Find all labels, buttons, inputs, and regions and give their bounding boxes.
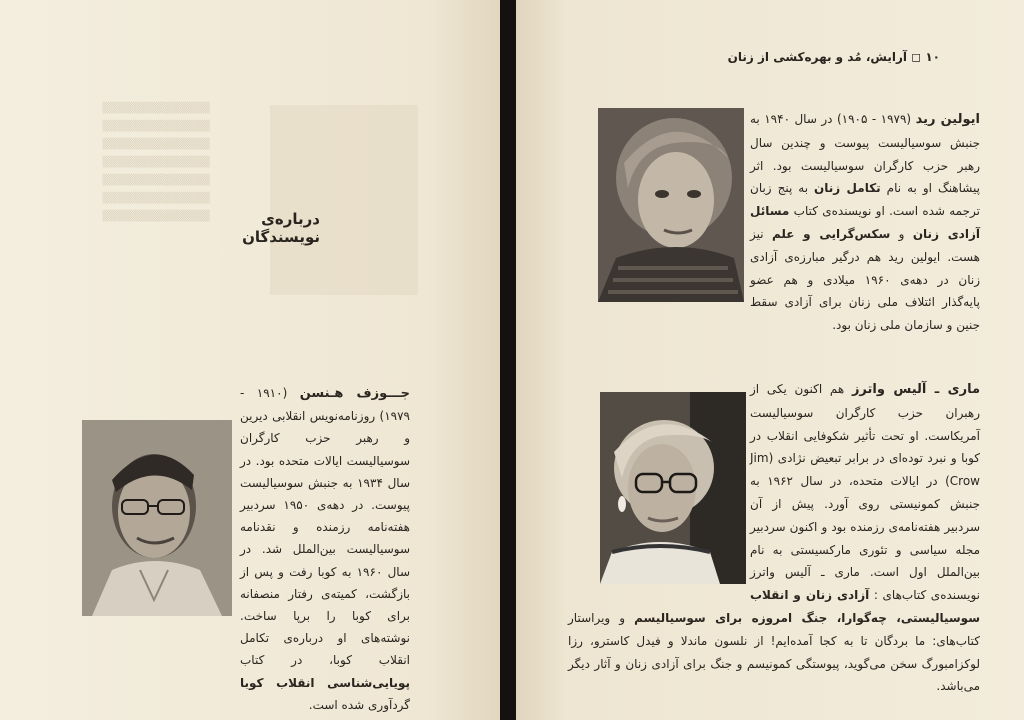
evelyn-reed-bio [568, 108, 980, 337]
section-title: درباره‌ی نویسندگان [242, 210, 320, 246]
joseph-hansen-book: پویایی‌شناسی انقلاب کوبا [240, 675, 410, 690]
mary-alice-waters-books: آزادی زنان و انقلاب سوسیالیستی، چه‌گوارا، جنگ امروزه برای سوسیالیسم [634, 588, 981, 625]
joseph-hansen-name: جـــوزف هـنسن [299, 386, 410, 401]
mary-alice-waters-text-2: و ویراستار کتاب‌های: ما بردگان تا به کجا آمده‌ایم! از نلسون ماندلا و فیدل کاسترو، رزا لوکزامبورگ سخن می‌گوید، پیوستگی کمونیسم و جنگ برای آزادی زنان و آثار دیگر می‌باشد. [568, 610, 980, 694]
mary-alice-waters-name: ماری ـ آلیس واترز [851, 382, 980, 397]
evelyn-reed-book-2: مسائل آزادی زنان [750, 204, 980, 241]
book-gutter [500, 0, 516, 720]
evelyn-reed-text-1: در سال ۱۹۴۰ به جنبش سوسیالیست پیوست و چندین سال رهبر حزب کارگران سوسیالیست بود. اثر پیشاهنگ او به نام [750, 112, 980, 196]
photo-wrap-spacer [568, 108, 750, 298]
evelyn-reed-text-3: و [898, 226, 905, 241]
right-page [516, 0, 1024, 720]
evelyn-reed-text-4: نیز هست. ایولین رید هم درگیر مبارزه‌ی آزادی زنان در دهه‌ی ۱۹۶۰ میلادی و هم عضو پایه‌گذار ائتلاف ملی زنان برای آزادی سقط جنین و سازمان ملی زنان بود. [750, 226, 980, 333]
running-head: ۱۰ ◻ آرایش، مُد و بهره‌کشی از زنان [727, 50, 940, 64]
photo-wrap-spacer-2 [568, 378, 750, 588]
joseph-hansen-photo [82, 420, 232, 616]
joseph-hansen-dates: (۱۹۱۰ - ۱۹۷۹) [240, 386, 410, 424]
evelyn-reed-book-3: سکس‌گرایی و علم [771, 226, 891, 241]
evelyn-reed-book-1: تکامل زنان [814, 181, 881, 196]
mary-alice-waters-bio [568, 378, 980, 698]
bleed-through-text: ▒▒▒▒▒▒▒▒▒▒▒▒▒▒ ▒▒▒▒▒▒▒▒▒▒▒▒▒▒ ▒▒▒▒▒▒▒▒▒▒▒▒▒▒ ▒▒▒▒▒▒▒▒▒▒▒▒▒▒ ▒▒▒▒▒▒▒▒▒▒▒▒▒▒ ▒▒▒▒▒▒▒▒▒▒▒▒▒▒ ▒▒▒▒▒▒▒▒▒▒▒▒▒▒ [102, 103, 210, 222]
left-page [0, 0, 500, 720]
evelyn-reed-text-2: به پنج زبان ترجمه شده است. او نویسنده‌ی کتاب [750, 181, 980, 219]
bleed-through-photo [270, 105, 418, 295]
mary-alice-waters-text-1: هم اکنون یکی از رهبران حزب کارگران سوسیالیست آمریکاست. او تحت تأثیر شکوفایی انقلاب در کوبا و نبرد توده‌ای در برابر تبعیض نژادی (Jim Crow) در ایالات متحده، در سال ۱۹۶۲ به جنبش کمونیستی روی آورد. پیش از آن سردبیر هفته‌نامه‌ی رزمنده بود و اکنون سردبیر مجله سیاسی و تئوری مارکسیستی به نام بین‌الملل اول است. ماری ـ آلیس واترز نویسنده‌ی کتاب‌های : [750, 382, 980, 603]
joseph-hansen-bio [240, 382, 410, 716]
joseph-hansen-text-2: گردآوری شده است. [308, 697, 410, 712]
joseph-hansen-text-1: روزنامه‌نویس انقلابی دیرین و رهبر حزب کارگران سوسیالیست ایالات متحده بود. در سال ۱۹۳۴ به جنبش سوسیالیست پیوست. در دهه‌ی ۱۹۵۰ سردبیر هفته‌نامه رزمنده و نقدنامه سوسیالیست بین‌الملل شد. در سال ۱۹۶۰ به کوبا رفت و پس از بازگشت، کمیته‌ی رفتار منصفانه برای کوبا را برپا ساخت. نوشته‌های او درباره‌ی تکامل انقلاب کوبا، در کتاب [240, 409, 410, 668]
evelyn-reed-dates: (۱۹۷۹ - ۱۹۰۵) [836, 112, 912, 126]
evelyn-reed-name: ایولین رید [915, 112, 980, 127]
